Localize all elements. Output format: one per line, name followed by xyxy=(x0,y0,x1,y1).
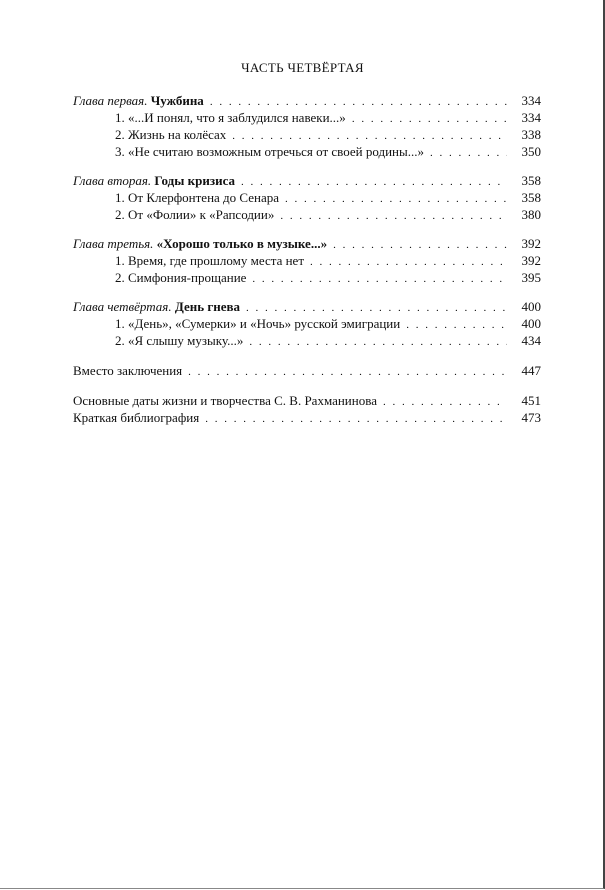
section-title: 2. Жизнь на колёсах xyxy=(115,127,227,142)
page-number: 338 xyxy=(521,127,541,142)
section-title: 3. «Не считаю возможным отречься от своей родины...» xyxy=(115,144,424,159)
page-number: 395 xyxy=(521,270,541,285)
page-number: 392 xyxy=(521,236,541,251)
page-number: 358 xyxy=(521,173,541,188)
conclusion-title: Вместо заключения xyxy=(73,363,183,378)
section-title: 1. «...И понял, что я заблудился навеки...» xyxy=(115,110,346,125)
page-number: 334 xyxy=(521,93,541,108)
chapter-title: День гнева xyxy=(174,299,241,314)
appendix-row[interactable] xyxy=(73,409,541,426)
section-title: 1. Время, где прошлому места нет xyxy=(115,253,305,268)
page-number: 350 xyxy=(521,144,541,159)
dot-leader xyxy=(285,191,507,208)
appendix-title: Краткая библиография xyxy=(73,410,200,425)
dot-leader xyxy=(430,145,507,162)
section-title: 2. От «Фолии» к «Рапсодии» xyxy=(115,207,275,222)
chapter-label: Глава третья. xyxy=(73,236,157,251)
dot-leader xyxy=(241,174,507,191)
section-row[interactable] xyxy=(73,143,541,160)
section-row[interactable] xyxy=(73,109,541,126)
dot-leader xyxy=(280,208,507,225)
dot-leader xyxy=(383,394,507,411)
dot-leader xyxy=(333,237,507,254)
section-row[interactable] xyxy=(73,206,541,223)
section-row[interactable] xyxy=(73,252,541,269)
appendix-row[interactable] xyxy=(73,392,541,409)
chapter-row[interactable] xyxy=(73,92,541,109)
dot-leader xyxy=(249,334,507,351)
page-number: 473 xyxy=(521,410,541,425)
dot-leader xyxy=(205,411,507,428)
section-title: 1. От Клерфонтена до Сенара xyxy=(115,190,280,205)
section-title: 2. «Я слышу музыку...» xyxy=(115,333,244,348)
page-number: 400 xyxy=(521,299,541,314)
chapter-row[interactable] xyxy=(73,235,541,252)
chapter-title: «Хорошо только в музыке...» xyxy=(156,236,328,251)
chapter-row[interactable] xyxy=(73,172,541,189)
dot-leader xyxy=(406,317,507,334)
conclusion-row[interactable] xyxy=(73,362,541,379)
page-number: 392 xyxy=(521,253,541,268)
section-title: 1. «День», «Сумерки» и «Ночь» русской эмиграции xyxy=(115,316,401,331)
part-title: ЧАСТЬ ЧЕТВЁРТАЯ xyxy=(241,60,364,75)
chapter-title: Чужбина xyxy=(150,93,204,108)
page-number: 451 xyxy=(521,393,541,408)
dot-leader xyxy=(252,271,507,288)
page-number: 434 xyxy=(521,333,541,348)
chapter-title: Годы кризиса xyxy=(154,173,236,188)
section-row[interactable] xyxy=(73,315,541,332)
page-number: 334 xyxy=(521,110,541,125)
dot-leader xyxy=(188,364,507,381)
page-number: 447 xyxy=(521,363,541,378)
page-number: 380 xyxy=(521,207,541,222)
page-number: 400 xyxy=(521,316,541,331)
section-title: 2. Симфония-прощание xyxy=(115,270,247,285)
table-of-contents xyxy=(73,92,541,426)
chapter-label: Глава вторая. xyxy=(73,173,155,188)
dot-leader xyxy=(352,111,507,128)
chapter-label: Глава четвёртая. xyxy=(73,299,175,314)
section-row[interactable] xyxy=(73,126,541,143)
page-number: 358 xyxy=(521,190,541,205)
section-row[interactable] xyxy=(73,269,541,286)
chapter-row[interactable] xyxy=(73,298,541,315)
appendix-title: Основные даты жизни и творчества С. В. Рахманинова xyxy=(73,393,377,408)
dot-leader xyxy=(310,254,507,271)
section-row[interactable] xyxy=(73,189,541,206)
section-row[interactable] xyxy=(73,332,541,349)
chapter-label: Глава первая. xyxy=(73,93,151,108)
